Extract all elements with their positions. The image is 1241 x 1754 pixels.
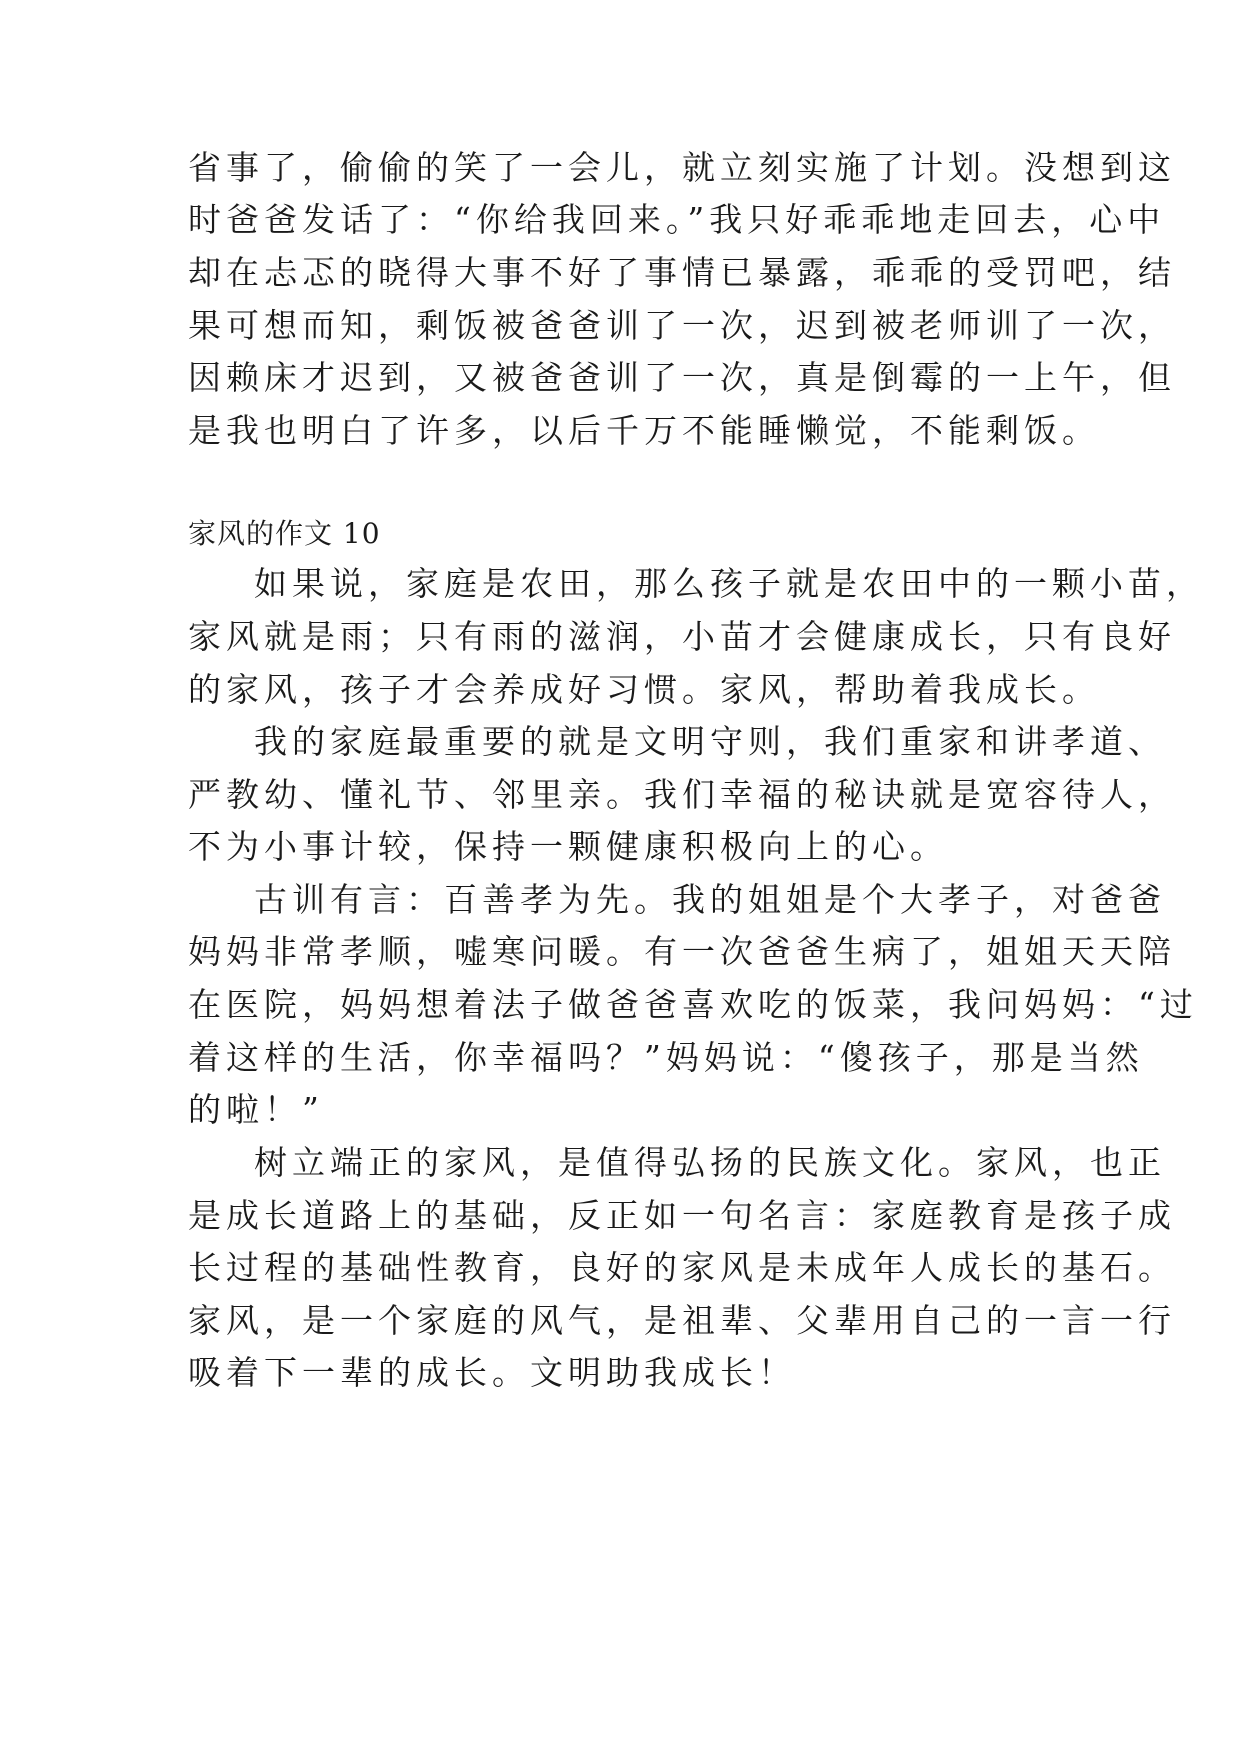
text-line: 着这样的生活，你幸福吗？”妈妈说：“傻孩子，那是当然 [188,1038,1144,1077]
text-line: 却在忐忑的晓得大事不好了事情已暴露，乖乖的受罚吧，结 [188,253,1176,292]
text-line: 的家风，孩子才会养成好习惯。家风，帮助着我成长。 [188,670,1100,709]
text-line: 妈妈非常孝顺，嘘寒问暖。有一次爸爸生病了，姐姐天天陪 [188,932,1176,971]
text-line: 吸着下一辈的成长。文明助我成长！ [188,1353,796,1392]
text-line: 是我也明白了许多，以后千万不能睡懒觉，不能剩饭。 [188,411,1100,450]
text-line: 我的家庭最重要的就是文明守则，我们重家和讲孝道、 [254,722,1166,761]
text-line: 古训有言：百善孝为先。我的姐姐是个大孝子，对爸爸 [254,880,1166,919]
text-line: 树立端正的家风，是值得弘扬的民族文化。家风，也正 [254,1143,1166,1182]
text-line: 是成长道路上的基础，反正如一句名言：家庭教育是孩子成 [188,1196,1176,1235]
text-line: 不为小事计较，保持一颗健康积极向上的心。 [188,827,948,866]
text-line: 在医院，妈妈想着法子做爸爸喜欢吃的饭菜，我问妈妈：“过 [188,985,1198,1024]
text-line: 时爸爸发话了：“你给我回来。”我只好乖乖地走回去，心中 [188,200,1166,239]
text-line: 因赖床才迟到，又被爸爸训了一次，真是倒霉的一上午，但 [188,358,1176,397]
text-line: 省事了，偷偷的笑了一会儿，就立刻实施了计划。没想到这 [188,148,1176,187]
text-line: 长过程的基础性教育，良好的家风是未成年人成长的基石。 [188,1248,1176,1287]
section-title: 家风的作文 10 [188,517,381,550]
text-line: 的啦！” [188,1090,324,1129]
text-line: 果可想而知，剩饭被爸爸训了一次，迟到被老师训了一次， [188,306,1176,345]
text-line: 如果说，家庭是农田，那么孩子就是农田中的一颗小苗， [254,564,1204,603]
text-line: 家风，是一个家庭的风气，是祖辈、父辈用自己的一言一行 [188,1301,1176,1340]
text-line: 家风就是雨；只有雨的滋润，小苗才会健康成长，只有良好 [188,617,1176,656]
text-line: 严教幼、懂礼节、邻里亲。我们幸福的秘诀就是宽容待人， [188,775,1176,814]
